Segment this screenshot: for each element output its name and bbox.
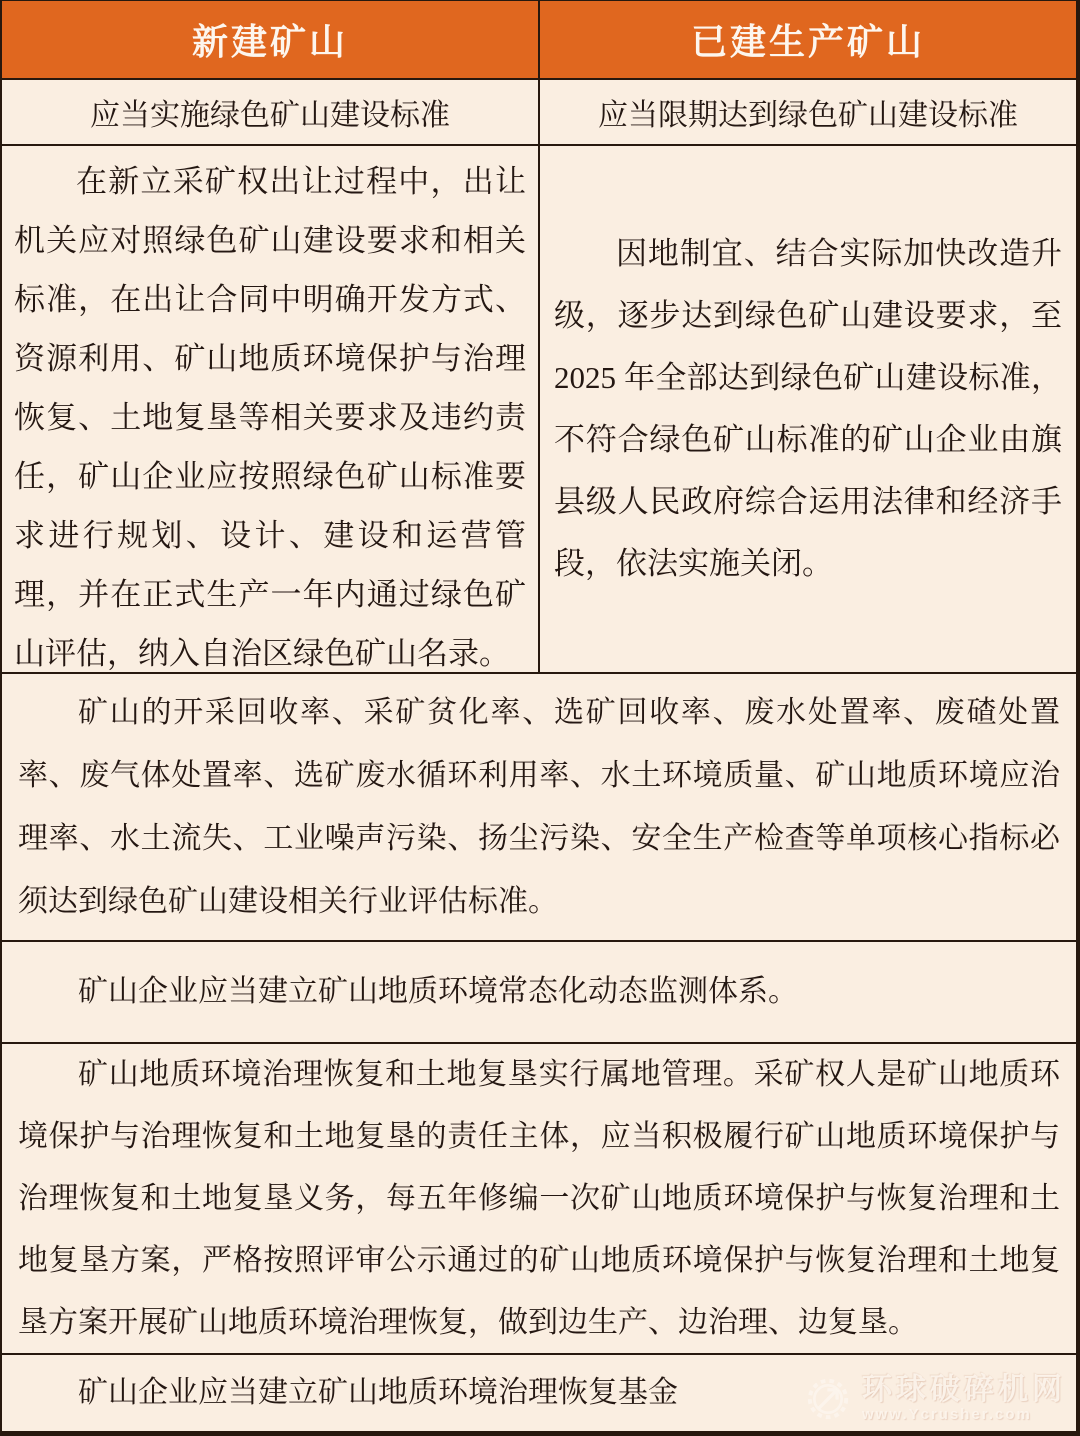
monitoring-system-row <box>2 942 1076 1044</box>
header-cell-existing-mines: 已建生产矿山 <box>540 1 1076 78</box>
detail-cell-existing-mines <box>540 146 1076 672</box>
standard-cell-existing-mines: 应当限期达到绿色矿山建设标准 <box>598 99 1018 132</box>
restoration-management-paragraph: 矿山地质环境治理恢复和土地复垦实行属地管理。采矿权人是矿山地质环境保护与治理恢复和土地复垦的责任主体，应当积极履行矿山地质环境保护与治理恢复和土地复垦义务，每五年修编一次矿山地质环境保护与恢复治理和土地复垦方案，严格按照评审公示通过的矿山地质环境保护与恢复治理和土地复垦方案开展矿山地质环境治理恢复，做到边生产、边治理、边复垦。 <box>18 1057 1060 1339</box>
watermark-site-name: 环球破碎机网 <box>862 1373 1066 1406</box>
core-indicators-paragraph: 矿山的开采回收率、采矿贫化率、选矿回收率、废水处置率、废碴处置率、废气体处置率、选矿废水循环利用率、水土环境质量、矿山地质环境应治理率、水土流失、工业噪声污染、扬尘污染、安全生产检查等单项核心指标必须达到绿色矿山建设相关行业评估标准。 <box>18 696 1060 918</box>
watermark-site-url: www.Ycrusher.com <box>862 1406 1032 1423</box>
detail-paragraph-existing-mines: 因地制宜、结合实际加快改造升级，逐步达到绿色矿山建设要求，至 2025 年全部达到绿色矿山建设标准，不符合绿色矿山标准的矿山企业由旗县级人民政府综合运用法律和经济手段，依法实施关闭。 <box>554 236 1062 581</box>
detail-cell-new-mines <box>2 146 540 672</box>
restoration-fund-text: 矿山企业应当建立矿山地质环境治理恢复基金 <box>78 1376 678 1409</box>
standard-cell-new-mines: 应当实施绿色矿山建设标准 <box>2 80 540 144</box>
detail-row <box>2 146 1076 674</box>
core-indicators-row <box>2 674 1076 942</box>
restoration-management-row <box>2 1044 1076 1355</box>
monitoring-system-text: 矿山企业应当建立矿山地质环境常态化动态监测体系。 <box>78 975 798 1008</box>
header-cell-new-mines: 新建矿山 <box>2 1 540 78</box>
restoration-fund-row <box>2 1355 1076 1431</box>
site-watermark <box>802 1373 1066 1425</box>
standard-requirement-row <box>2 80 1076 146</box>
table-header-row <box>2 1 1076 80</box>
detail-paragraph-new-mines: 在新立采矿权出让过程中，出让机关应对照绿色矿山建设要求和相关标准，在出让合同中明确开发方式、资源利用、矿山地质环境保护与治理恢复、土地复垦等相关要求及违约责任，矿山企业应按照绿色矿山标准要求进行规划、设计、建设和运营管理，并在正式生产一年内通过绿色矿山评估，纳入自治区绿色矿山名录。 <box>14 164 526 671</box>
gear-icon <box>802 1373 854 1425</box>
